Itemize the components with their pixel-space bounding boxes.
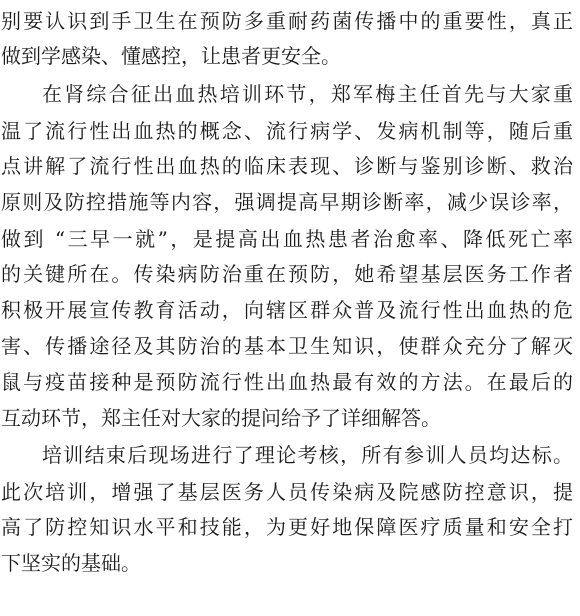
paragraph-intro-line-2: 做到学感染、懂感控，让患者更安全。 (1, 44, 341, 68)
paragraph-conclusion-line-1: 培训结束后现场进行了理论考核，所有参训人员均达标。 (42, 443, 573, 467)
paragraph-intro-line-1: 别要认识到手卫生在预防多重耐药菌传播中的重要性，真正 (1, 9, 573, 33)
paragraph-conclusion-line-4: 下坚实的基础。 (1, 551, 141, 575)
paragraph-training-line-2: 温了流行性出血热的概念、流行病学、发病机制等，随后重 (1, 119, 573, 143)
paragraph-training-line-3: 点讲解了流行性出血热的临床表现、诊断与鉴别诊断、救治 (1, 154, 573, 178)
paragraph-training-line-6: 的关键所在。传染病防治重在预防，她希望基层医务工作者 (1, 262, 573, 286)
paragraph-training-line-1: 在肾综合征出血热培训环节，郑军梅主任首先与大家重 (42, 82, 573, 106)
paragraph-training-line-5: 做到 “三早一就”，是提高出血热患者治愈率、降低死亡率 (1, 227, 573, 251)
paragraph-training-line-9: 鼠与疫苗接种是预防流行性出血热最有效的方法。在最后的 (1, 370, 573, 394)
paragraph-training-line-4: 原则及防控措施等内容，强调提高早期诊断率，减少误诊率， (1, 190, 573, 214)
paragraph-training-line-7: 积极开展宣传教育活动，向辖区群众普及流行性出血热的危 (1, 298, 573, 322)
paragraph-conclusion-line-3: 高了防控知识水平和技能，为更好地保障医疗质量和安全打 (1, 515, 573, 539)
paragraph-training-line-8: 害、传播途径及其防治的基本卫生知识，使群众充分了解灭 (1, 334, 573, 358)
paragraph-conclusion-line-2: 此次培训，增强了基层医务人员传染病及院感防控意识，提 (1, 480, 573, 504)
paragraph-training-line-10: 互动环节，郑主任对大家的提问给予了详细解答。 (1, 406, 441, 430)
